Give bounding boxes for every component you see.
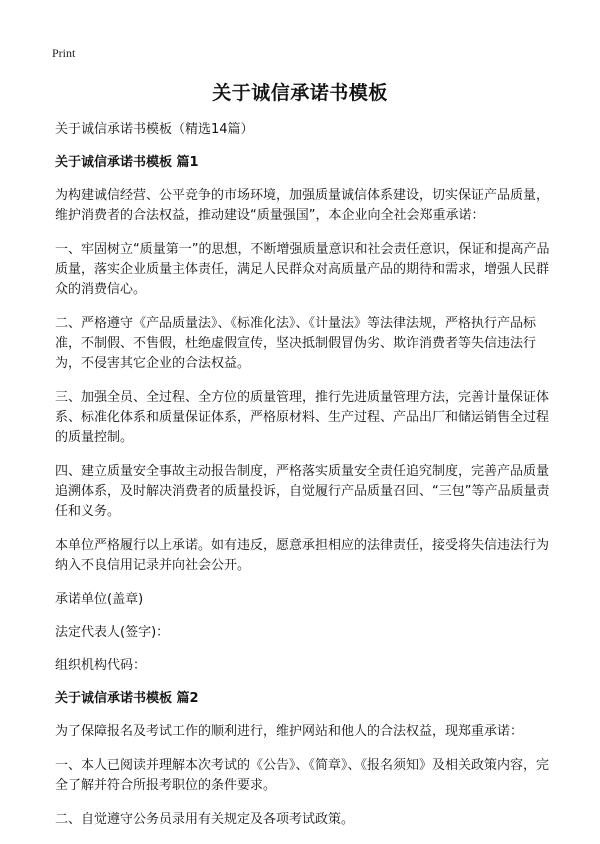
print-link[interactable]: Print	[52, 46, 76, 60]
paragraph: 一、本人已阅读并理解本次考试的《公告》、《简章》、《报名须知》及相关政策内容，完全了解并符合所报考职位的条件要求。	[55, 758, 550, 793]
document-title: 关于诚信承诺书模板	[212, 82, 388, 104]
section-heading-2: 关于诚信承诺书模板 篇2	[55, 691, 199, 706]
paragraph: 三、加强全员、全过程、全方位的质量管理，推行先进质量管理方法，完善计量保证体系、标准化体系和质量保证体系，严格原材料、生产过程、产品出厂和储运销售全过程的质量控制。	[55, 390, 550, 445]
signature-field-representative: 法定代表人(签字)：	[55, 625, 170, 640]
document-body	[55, 120, 555, 844]
paragraph: 二、自觉遵守公务员录用有关规定及各项考试政策。	[55, 812, 355, 827]
paragraph: 一、牢固树立“质量第一”的思想，不断增强质量意识和社会责任意识，保证和提高产品质量，落实企业质量主体责任，满足人民群众对高质量产品的期待和需求，增强人民群众的消费信心。	[55, 242, 550, 297]
paragraph: 四、建立质量安全事故主动报告制度，严格落实质量安全责任追究制度，完善产品质量追溯体系，及时解决消费者的质量投诉，自觉履行产品质量召回、“三包”等产品质量责任和义务。	[55, 464, 550, 519]
section-heading-1: 关于诚信承诺书模板 篇1	[55, 155, 199, 170]
paragraph: 为了保障报名及考试工作的顺利进行，维护网站和他人的合法权益，现郑重承诺：	[55, 724, 524, 739]
signature-field-unit: 承诺单位(盖章)	[55, 592, 144, 607]
paragraph: 为构建诚信经营、公平竞争的市场环境，加强质量诚信体系建设，切实保证产品质量，维护消费者的合法权益，推动建设“质量强国”，本企业向全社会郑重承诺：	[55, 188, 550, 223]
document-subtitle: 关于诚信承诺书模板（精选14篇）	[55, 122, 254, 137]
paragraph: 二、严格遵守《产品质量法》、《标准化法》、《计量法》等法律法规，严格执行产品标准，不制假、不售假，杜绝虚假宣传，坚决抵制假冒伪劣、欺诈消费者等失信违法行为，不侵害其它企业的合法权益。	[55, 316, 537, 371]
paragraph: 本单位严格履行以上承诺。如有违反，愿意承担相应的法律责任，接受将失信违法行为纳入不良信用记录并向社会公开。	[55, 538, 550, 573]
signature-field-org-code: 组织机构代码：	[55, 658, 147, 673]
